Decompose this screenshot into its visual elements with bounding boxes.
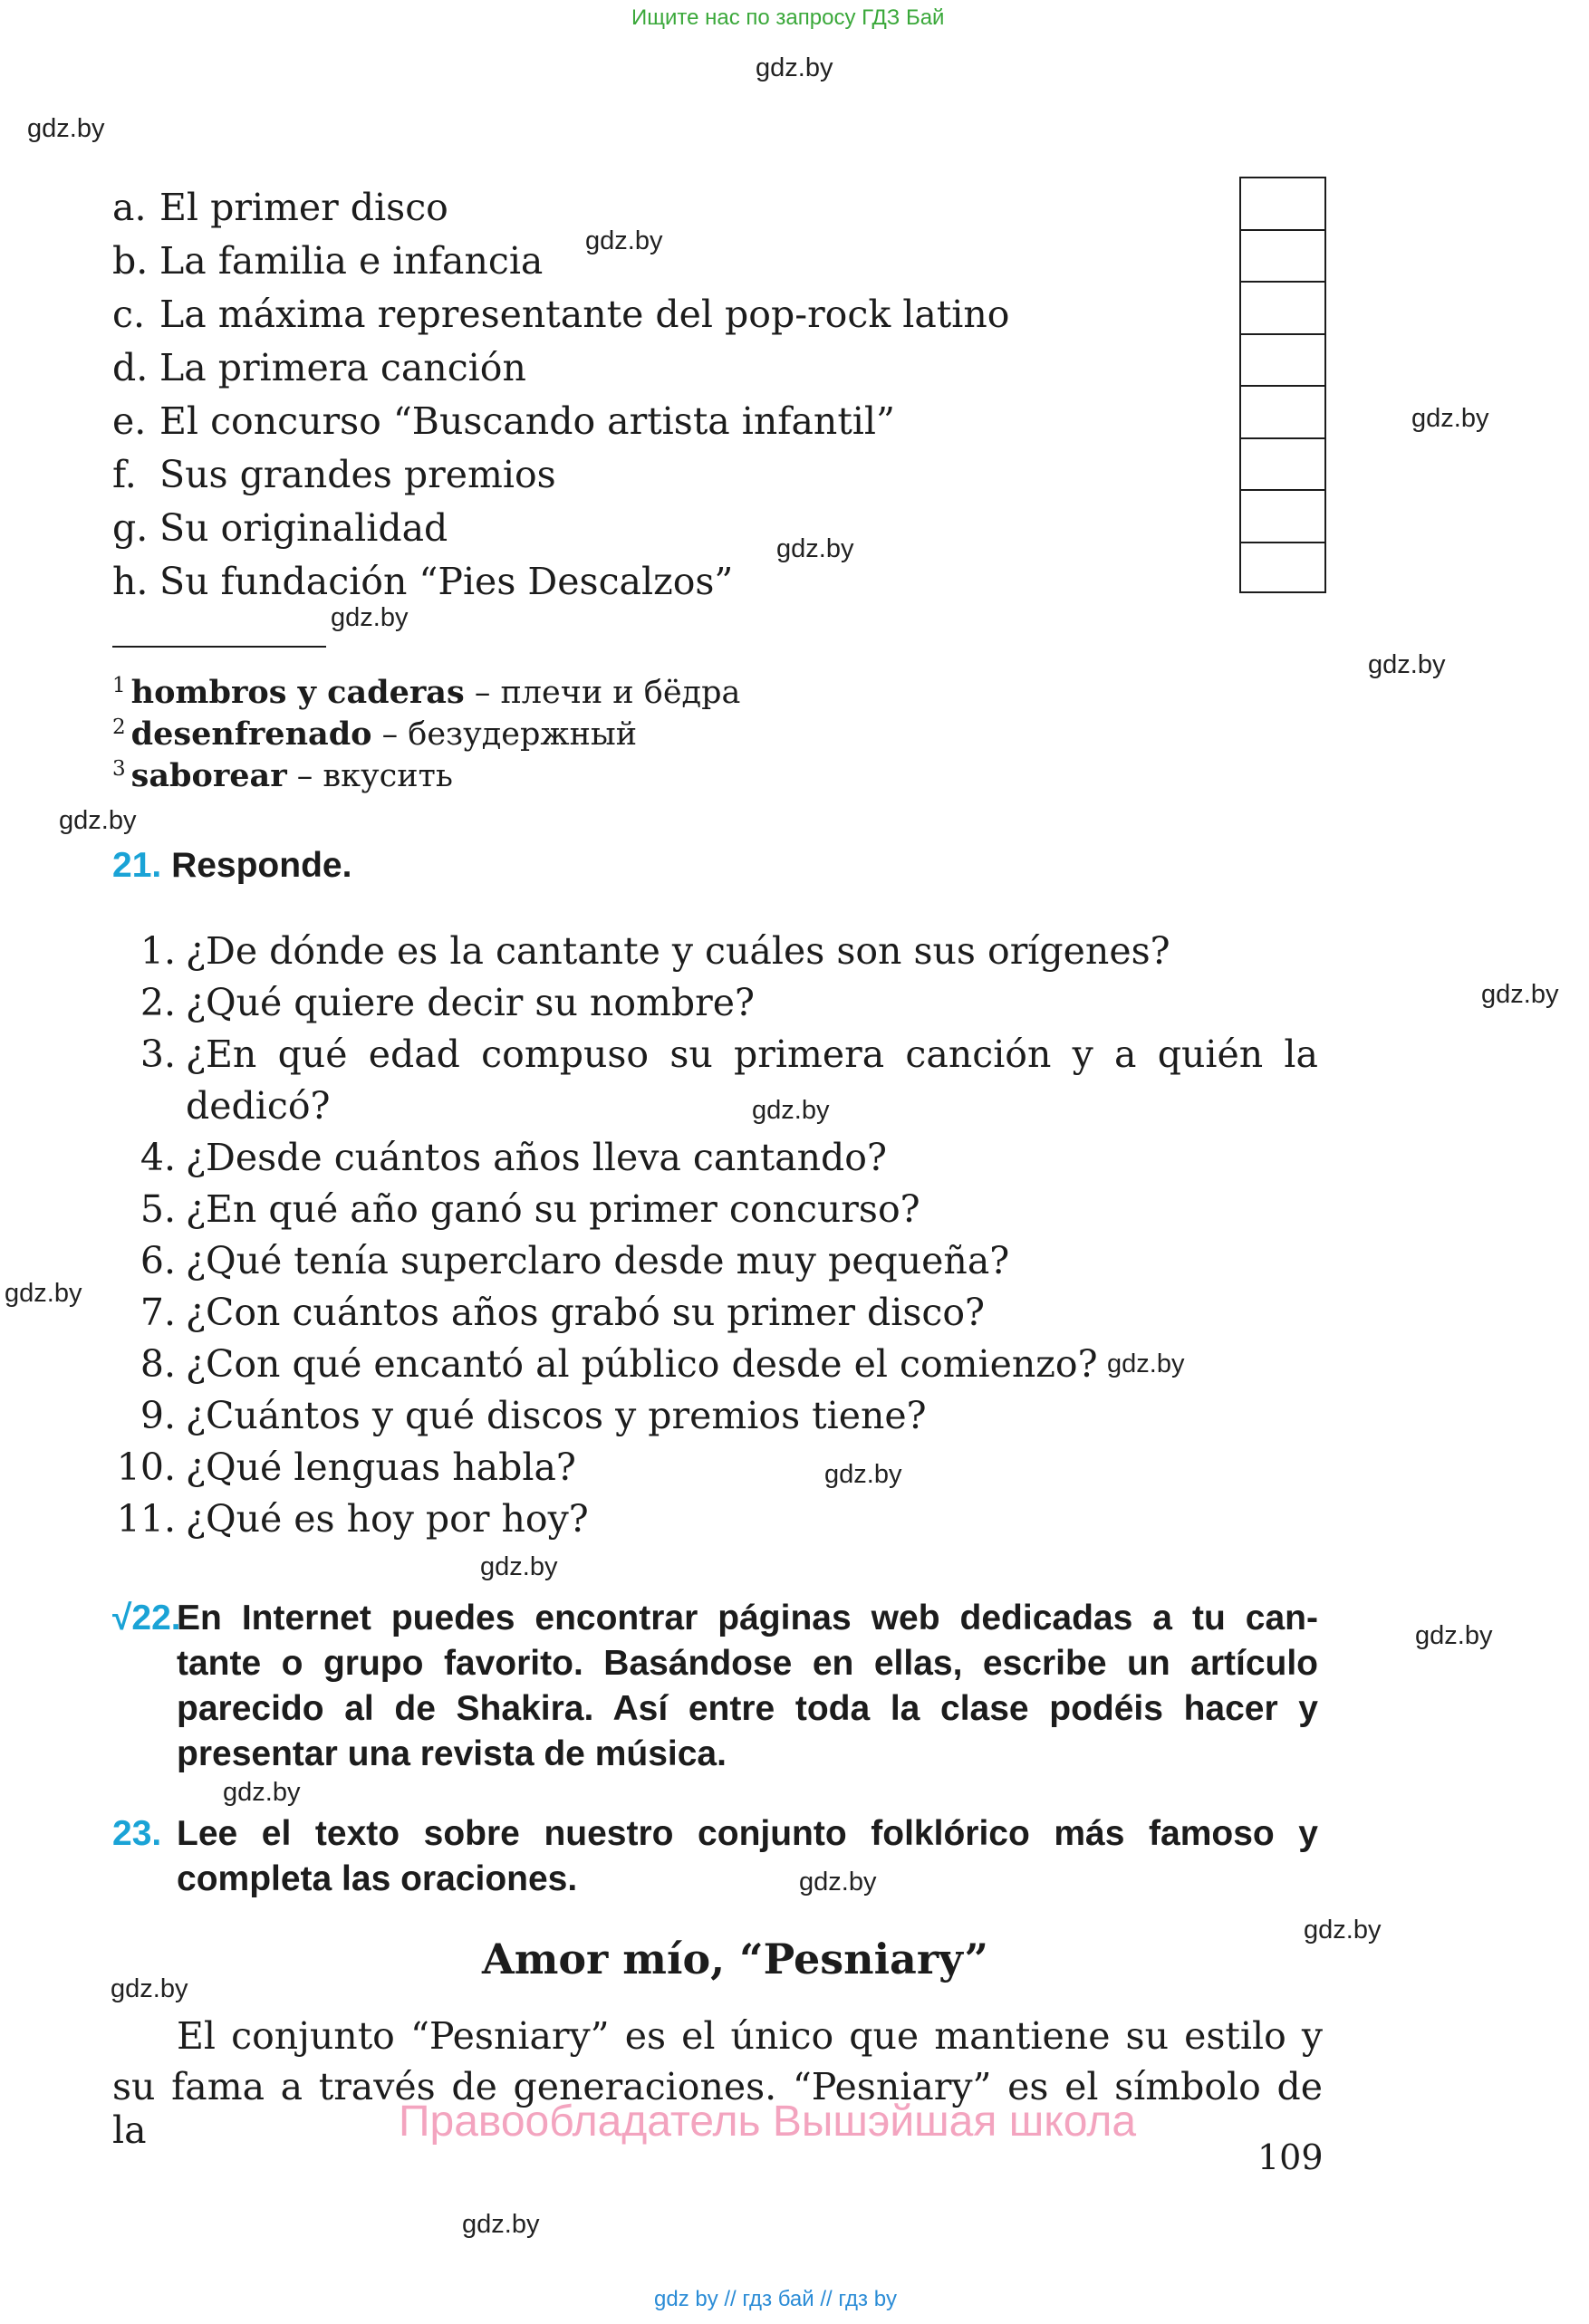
- list-item: 9. ¿Cuántos y qué discos y premios tiene?: [140, 1394, 927, 1437]
- footnote: $^3$ saborear – вкусить: [112, 757, 453, 794]
- question-text: dedicó?: [186, 1084, 331, 1128]
- option-item: b. La familia e infancia: [112, 239, 544, 283]
- option-item: c. La máxima representante del pop-rock latino: [112, 293, 1010, 336]
- footnote: $^2$ desenfrenado – безудержный: [112, 715, 638, 753]
- option-item: d. La primera canción: [112, 346, 526, 389]
- answer-grid: [1239, 177, 1326, 593]
- list-item: 10. ¿Qué lenguas habla?: [116, 1445, 576, 1489]
- watermark: gdz.by: [111, 1974, 188, 2003]
- page-number: 109: [1257, 2137, 1324, 2177]
- answer-box[interactable]: [1241, 333, 1324, 386]
- watermark: gdz.by: [462, 2210, 540, 2239]
- article-title: Amor mío, “Pesniary”: [482, 1935, 988, 1983]
- list-item: 6. ¿Qué tenía superclaro desde muy pequeña?: [140, 1239, 1010, 1282]
- article-paragraph-line: El conjunto “Pesniary” es el único que mantiene su estilo y: [177, 2014, 1323, 2058]
- watermark: gdz.by: [1411, 404, 1489, 433]
- watermark: gdz.by: [59, 806, 137, 835]
- list-item: 8. ¿Con qué encantó al público desde el comienzo?: [140, 1342, 1098, 1386]
- list-item: 3.: [140, 1032, 176, 1076]
- watermark: gdz.by: [27, 114, 105, 143]
- exercise-22-number: √22.: [112, 1599, 181, 1637]
- option-item: h. Su fundación “Pies Descalzos”: [112, 560, 734, 603]
- footnote: $^1$ hombros y caderas – плечи и бёдра: [112, 674, 741, 711]
- answer-box[interactable]: [1241, 229, 1324, 282]
- watermark: gdz.by: [585, 226, 663, 255]
- option-item: e. El concurso “Buscando artista infantil”: [112, 399, 895, 443]
- watermark: gdz.by: [1481, 980, 1559, 1009]
- watermark: gdz.by: [824, 1460, 902, 1489]
- watermark: gdz.by: [752, 1096, 830, 1125]
- option-item: f. Sus grandes premios: [112, 453, 556, 496]
- list-item: 11. ¿Qué es hoy por hoy?: [116, 1497, 589, 1541]
- watermark: gdz.by: [1304, 1916, 1382, 1945]
- question-text: ¿En qué edad compuso su primera canción y a quién la: [186, 1032, 1318, 1076]
- footer-note: gdz by // гдз бай // гдз by: [654, 2287, 898, 2311]
- answer-box[interactable]: [1241, 385, 1324, 437]
- watermark: gdz.by: [799, 1868, 877, 1897]
- exercise-21-heading: 21. Responde.: [112, 846, 352, 885]
- article-paragraph-line: su fama a través de generaciones. “Pesniary” es el símbolo de la: [112, 2065, 1323, 2152]
- list-item: 2. ¿Qué quiere decir su nombre?: [140, 981, 755, 1024]
- list-item: 7. ¿Con cuántos años grabó su primer disco?: [140, 1291, 986, 1334]
- watermark: gdz.by: [776, 534, 854, 563]
- list-item: 5. ¿En qué año ganó su primer concurso?: [140, 1187, 920, 1231]
- answer-box[interactable]: [1241, 542, 1324, 594]
- watermark: gdz.by: [1107, 1349, 1185, 1378]
- answer-box[interactable]: [1241, 281, 1324, 333]
- header-note: Ищите нас по запросу ГДЗ Бай: [631, 5, 945, 30]
- list-item: 4. ¿Desde cuántos años lleva cantando?: [140, 1136, 887, 1179]
- watermark: gdz.by: [480, 1552, 558, 1581]
- watermark: gdz.by: [756, 53, 833, 82]
- list-item: 1. ¿De dónde es la cantante y cuáles son sus orígenes?: [140, 929, 1170, 973]
- footnote-divider: [112, 646, 326, 648]
- exercise-23-number: 23.: [112, 1814, 162, 1853]
- watermark: gdz.by: [1368, 650, 1446, 679]
- option-item: a. El primer disco: [112, 186, 448, 229]
- watermark: gdz.by: [1415, 1621, 1493, 1650]
- answer-box[interactable]: [1241, 177, 1324, 229]
- watermark: gdz.by: [223, 1778, 301, 1807]
- watermark: gdz.by: [5, 1279, 82, 1308]
- answer-box[interactable]: [1241, 489, 1324, 542]
- watermark: gdz.by: [331, 603, 409, 632]
- copyright-notice: Правообладатель Вышэйшая школа: [399, 2098, 1137, 2146]
- answer-box[interactable]: [1241, 437, 1324, 490]
- option-item: g. Su originalidad: [112, 506, 448, 550]
